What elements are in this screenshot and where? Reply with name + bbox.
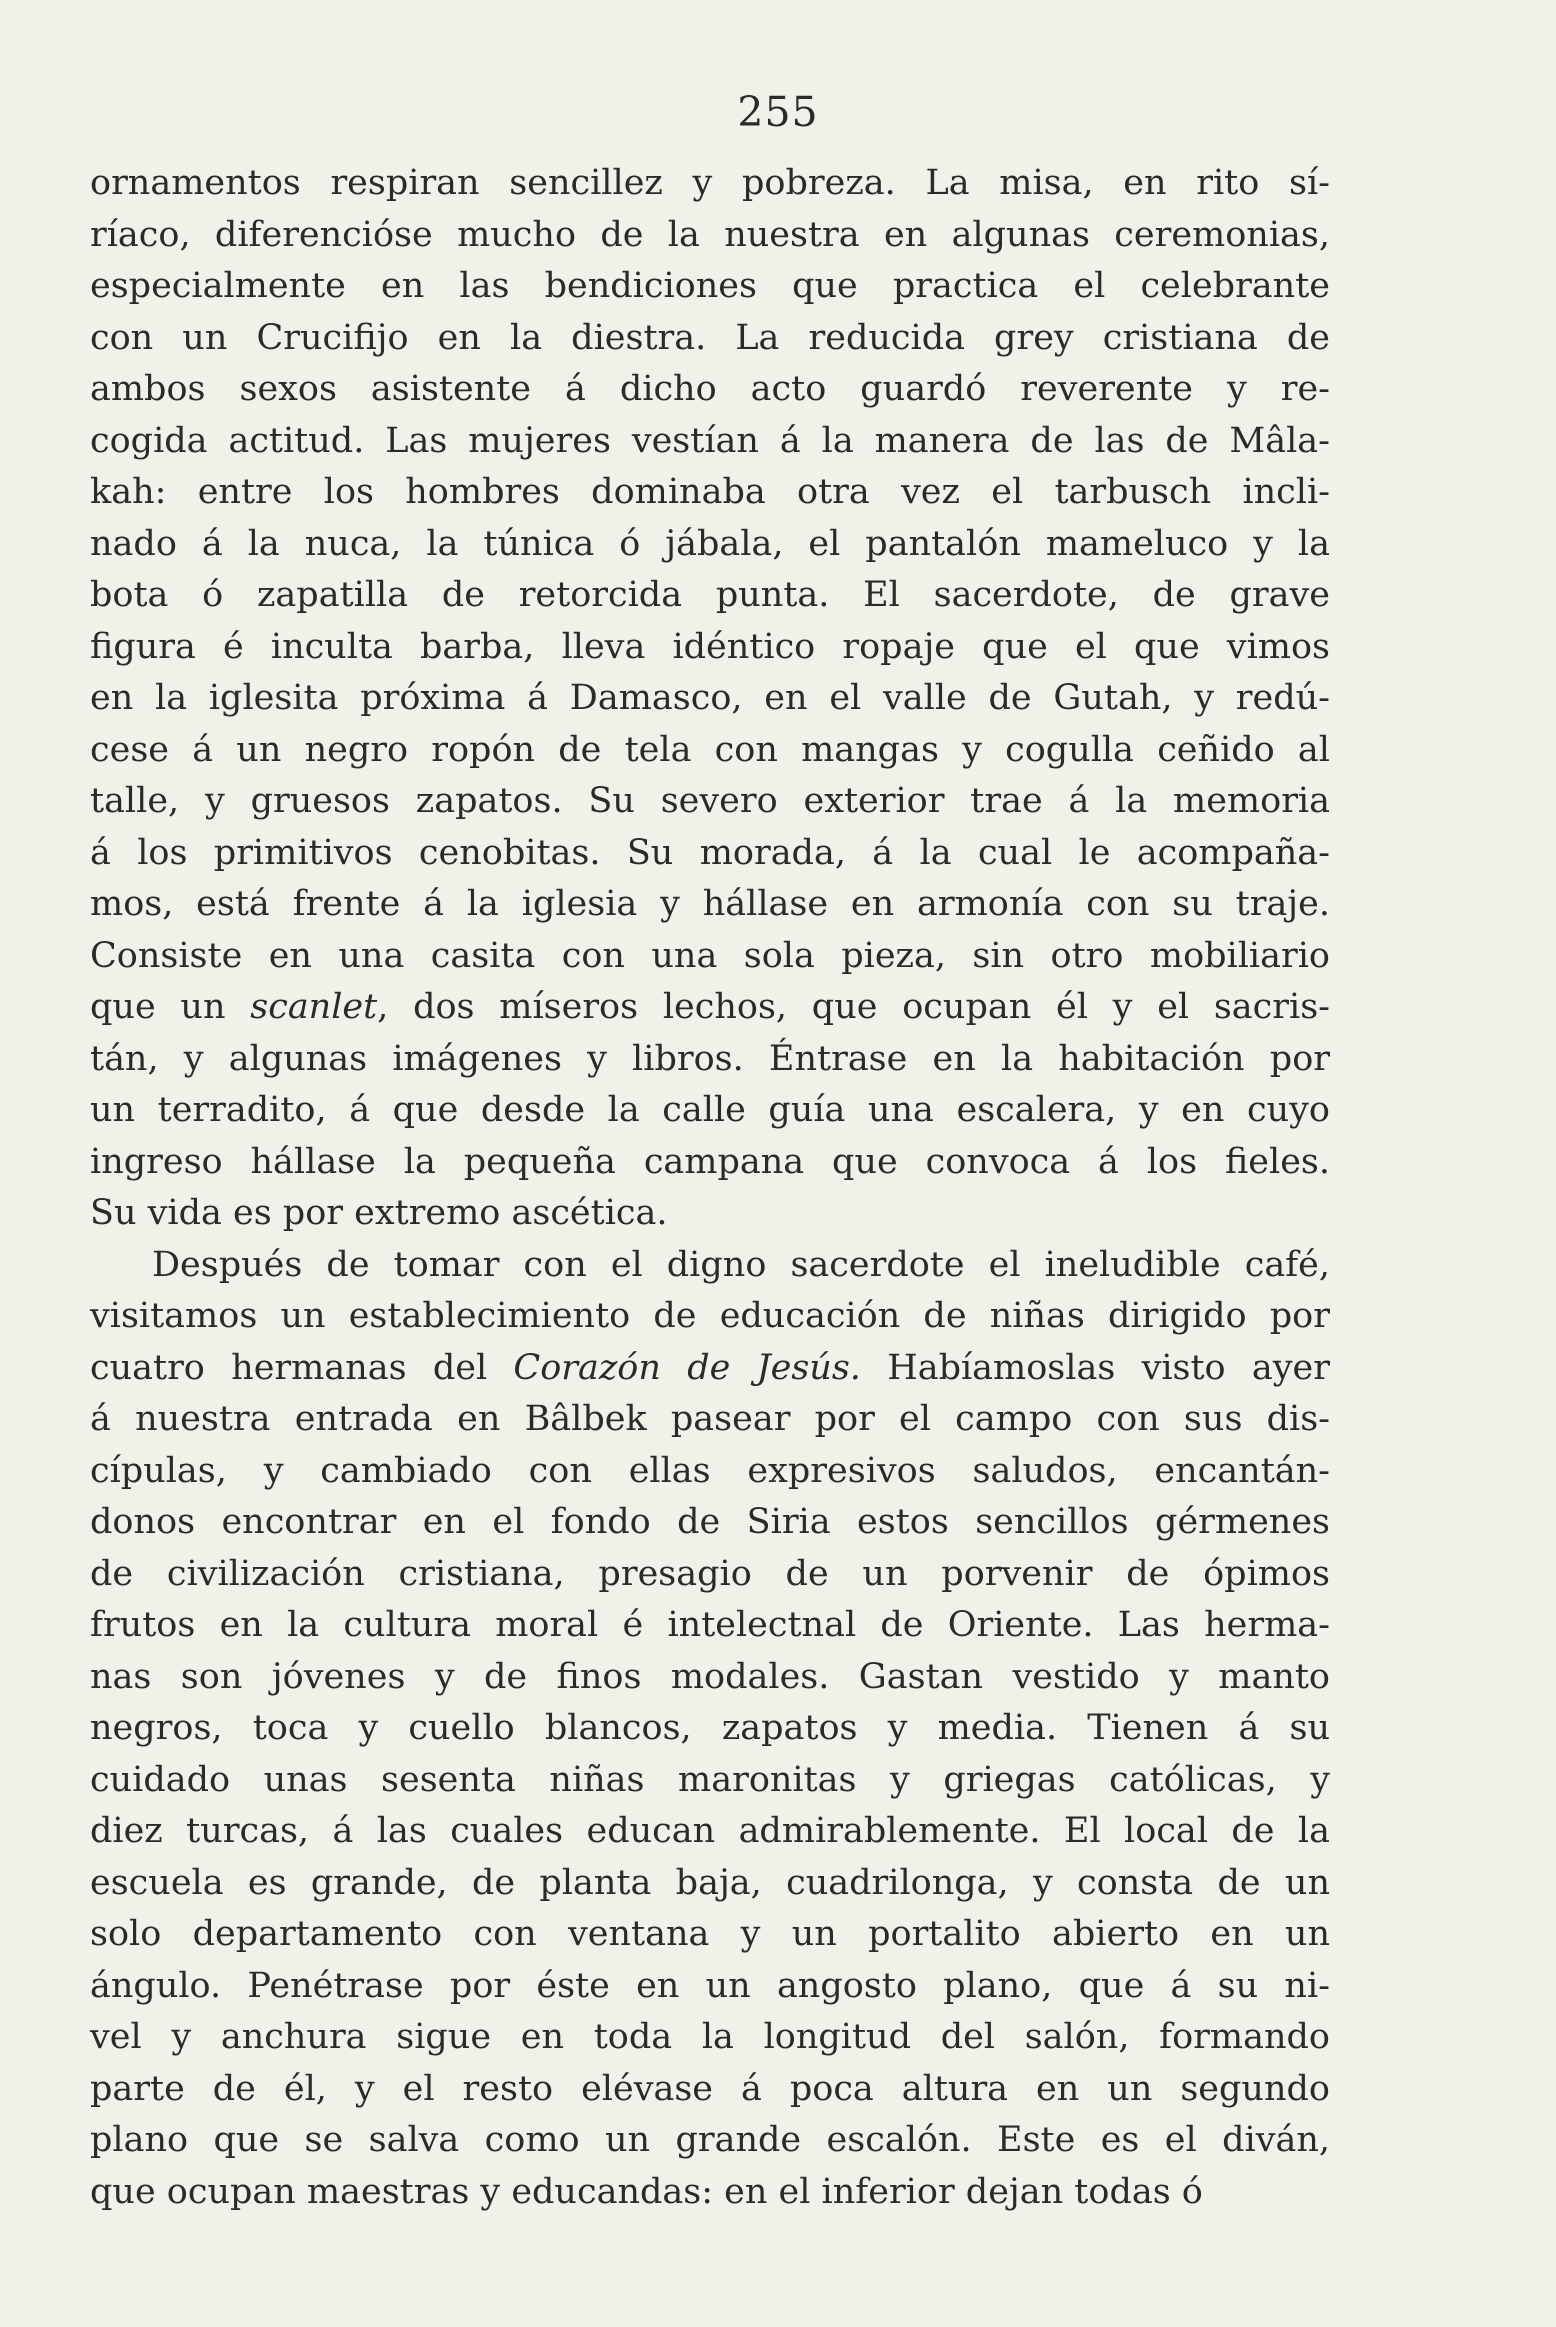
line-text: figura é inculta barba, lleva idéntico ropaje que el que vimos xyxy=(90,626,1330,667)
line-text: parte de él, y el resto elévase á poca altura en un segundo xyxy=(90,2068,1330,2109)
text-line xyxy=(90,776,1330,828)
line-text: bota ó zapatilla de retorcida punta. El sacerdote, de grave xyxy=(90,575,1330,615)
line-text: en la iglesita próxima á Damasco, en el valle de Gutah, y redú- xyxy=(90,678,1330,718)
text-line xyxy=(90,158,1330,210)
line-text: un terradito, á que desde la calle guía una escalera, y en cuyo xyxy=(90,1090,1330,1130)
text-line xyxy=(90,1755,1330,1807)
line-text: ornamentos respiran sencillez y pobreza. La misa, en rito sí- xyxy=(90,163,1330,203)
line-text: cuatro hermanas del xyxy=(90,1347,514,1388)
line-text: donos encontrar en el fondo de Siria estos sencillos gérmenes xyxy=(90,1502,1330,1542)
line-text: , dos míseros lechos, que ocupan él y el sacris- xyxy=(377,987,1330,1027)
line-text: kah: entre los hombres dominaba otra vez el tarbusch incli- xyxy=(90,472,1330,512)
line-text: plano que se salva como un grande escalón. Este es el diván, xyxy=(90,2120,1330,2160)
line-text: vel y anchura sigue en toda la longitud del salón, formando xyxy=(90,2017,1330,2057)
line-text: Después de tomar con el digno sacerdote el ineludible café, xyxy=(152,1244,1330,1285)
text-line xyxy=(90,1085,1330,1137)
text-line xyxy=(90,622,1330,674)
text-line xyxy=(90,1291,1330,1343)
italic-text: scanlet xyxy=(250,987,378,1027)
text-line xyxy=(90,2115,1330,2167)
line-text: que ocupan maestras y educandas: en el inferior dejan todas ó xyxy=(90,2171,1203,2212)
line-text: que un xyxy=(90,987,251,1027)
line-text: solo departamento con ventana y un portalito abierto en un xyxy=(90,1914,1330,1954)
line-text: cípulas, y cambiado con ellas expresivos saludos, encantán- xyxy=(90,1450,1330,1491)
line-text: ángulo. Penétrase por éste en un angosto plano, que á su ni- xyxy=(90,1965,1330,2006)
text-line xyxy=(90,1549,1330,1601)
text-line xyxy=(90,570,1330,622)
text-line xyxy=(90,2012,1330,2064)
line-text: Habíamoslas visto ayer xyxy=(860,1347,1330,1388)
text-line xyxy=(90,828,1330,880)
text-line xyxy=(90,261,1330,313)
page-number: 255 xyxy=(737,88,819,136)
line-text: cese á un negro ropón de tela con mangas y cogulla ceñido al xyxy=(90,729,1330,770)
line-text: ambos sexos asistente á dicho acto guardó reverente y re- xyxy=(90,369,1330,409)
text-line xyxy=(90,1446,1330,1498)
text-line xyxy=(90,1240,1330,1292)
text-line xyxy=(90,1652,1330,1704)
line-text: á los primitivos cenobitas. Su morada, á la cual le acompaña- xyxy=(90,832,1330,873)
line-text: ríaco, diferencióse mucho de la nuestra en algunas ceremonias, xyxy=(90,214,1330,255)
line-text: con un Crucifijo en la diestra. La reducida grey cristiana de xyxy=(90,317,1330,358)
text-line xyxy=(90,1600,1330,1652)
text-line xyxy=(90,725,1330,777)
text-line xyxy=(90,982,1330,1034)
line-text: talle, y gruesos zapatos. Su severo exterior trae á la memoria xyxy=(90,781,1330,821)
text-line xyxy=(90,1961,1330,2013)
line-text: nado á la nuca, la túnica ó jábala, el pantalón mameluco y la xyxy=(90,523,1330,564)
line-text: especialmente en las bendiciones que practica el celebrante xyxy=(90,266,1330,306)
body-text xyxy=(90,158,1330,2218)
text-line xyxy=(90,1188,1330,1240)
text-line xyxy=(90,931,1330,983)
text-line xyxy=(90,1806,1330,1858)
italic-text: Corazón de Jesús. xyxy=(513,1347,861,1388)
line-text: mos, está frente á la iglesia y hállase en armonía con su traje. xyxy=(90,884,1330,924)
line-text: cuidado unas sesenta niñas maronitas y griegas católicas, y xyxy=(90,1759,1330,1800)
line-text: Su vida es por extremo ascética. xyxy=(90,1193,668,1233)
line-text: ingreso hállase la pequeña campana que convoca á los fieles. xyxy=(90,1141,1330,1182)
text-line xyxy=(90,210,1330,262)
text-line xyxy=(90,879,1330,931)
line-text: escuela es grande, de planta baja, cuadrilonga, y consta de un xyxy=(90,1862,1330,1903)
line-text: nas son jóvenes y de finos modales. Gastan vestido y manto xyxy=(90,1656,1330,1697)
text-line xyxy=(90,467,1330,519)
line-text: á nuestra entrada en Bâlbek pasear por el campo con sus dis- xyxy=(90,1399,1330,1439)
line-text: Consiste en una casita con una sola pieza, sin otro mobiliario xyxy=(90,935,1330,976)
line-text: visitamos un establecimiento de educación de niñas dirigido por xyxy=(90,1296,1330,1336)
text-line xyxy=(90,1137,1330,1189)
text-line xyxy=(90,1909,1330,1961)
text-line xyxy=(90,1703,1330,1755)
text-line xyxy=(90,2167,1330,2219)
line-text: negros, toca y cuello blancos, zapatos y media. Tienen á su xyxy=(90,1708,1330,1748)
text-line xyxy=(90,1034,1330,1086)
text-line xyxy=(90,519,1330,571)
line-text: tán, y algunas imágenes y libros. Éntrase en la habitación por xyxy=(90,1038,1330,1079)
text-line xyxy=(90,673,1330,725)
text-line xyxy=(90,364,1330,416)
text-line xyxy=(90,1497,1330,1549)
line-text: diez turcas, á las cuales educan admirablemente. El local de la xyxy=(90,1811,1330,1851)
text-line xyxy=(90,313,1330,365)
text-line xyxy=(90,1858,1330,1910)
line-text: frutos en la cultura moral é intelectnal de Oriente. Las herma- xyxy=(90,1605,1330,1645)
text-line xyxy=(90,1343,1330,1395)
text-line xyxy=(90,416,1330,468)
text-line xyxy=(90,1394,1330,1446)
text-line xyxy=(90,2064,1330,2116)
line-text: cogida actitud. Las mujeres vestían á la manera de las de Mâla- xyxy=(90,420,1330,461)
line-text: de civilización cristiana, presagio de un porvenir de ópimos xyxy=(90,1553,1330,1594)
